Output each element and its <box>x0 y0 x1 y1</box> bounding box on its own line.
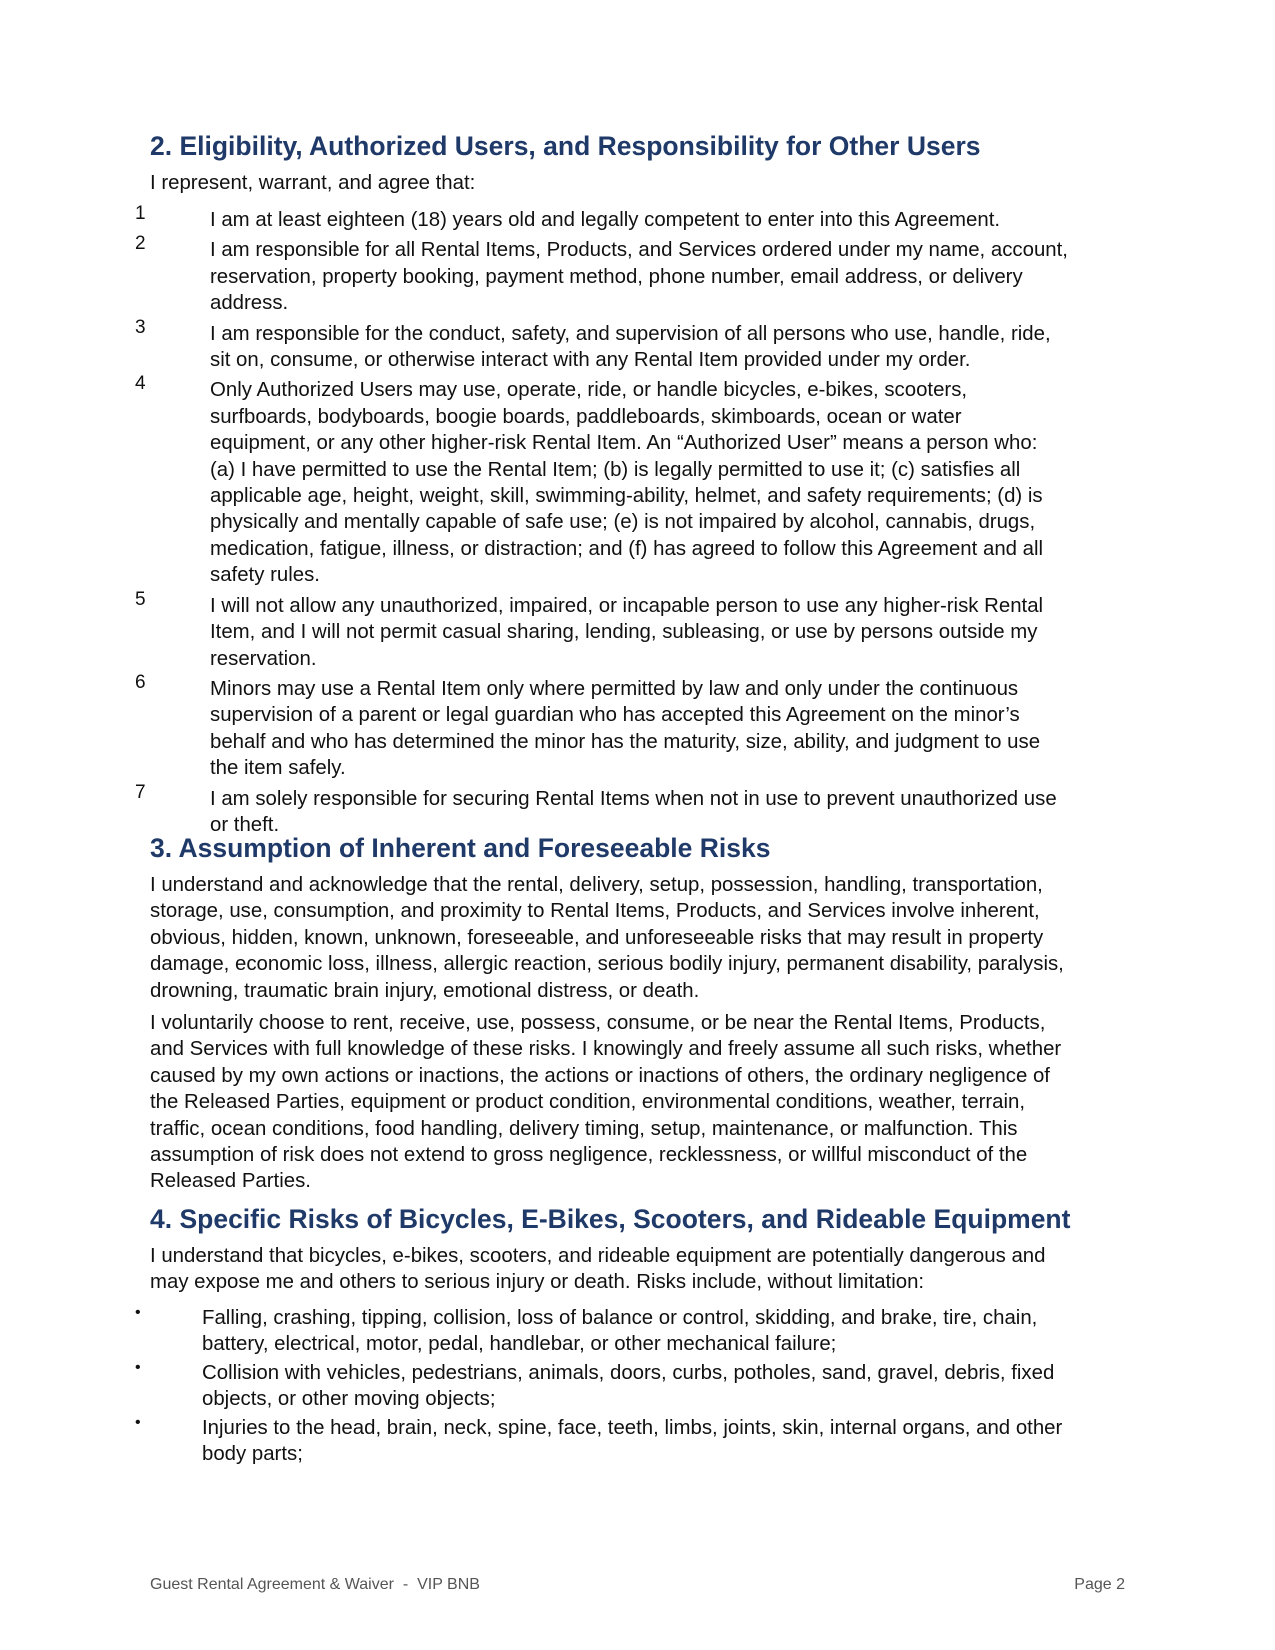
bullet-line: objects, or other moving objects; <box>202 1388 496 1411</box>
section-4-heading: 4. Specific Risks of Bicycles, E-Bikes, Scooters, and Rideable Equipment <box>150 1204 1071 1234</box>
list-line: medication, fatigue, illness, or distraction; and (f) has agreed to follow this Agreement and all <box>210 537 1044 560</box>
list-line: sit on, consume, or otherwise interact with any Rental Item provided under my order. <box>210 349 971 372</box>
list-line: supervision of a parent or legal guardian who has accepted this Agreement on the minor’s <box>210 704 1020 727</box>
list-line: Only Authorized Users may use, operate, ride, or handle bicycles, e-bikes, scooters, <box>210 379 968 402</box>
paragraph-line: caused by my own actions or inactions, the actions or inactions of others, the ordinary negligence of <box>150 1064 1050 1087</box>
list-number: 4 <box>135 373 146 395</box>
list-line: reservation. <box>210 647 317 670</box>
paragraph-line: storage, use, consumption, and proximity to Rental Items, Products, and Services involve inherent, <box>150 900 1040 923</box>
list-item <box>135 671 1140 782</box>
list-line: I am responsible for the conduct, safety, and supervision of all persons who use, handle, ride, <box>210 322 1051 345</box>
section-4-intro <box>150 1243 1140 1296</box>
list-line: applicable age, height, weight, skill, swimming-ability, helmet, and safety requirements; (d) is <box>210 485 1043 508</box>
paragraph-line: I voluntarily choose to rent, receive, use, possess, consume, or be near the Rental Items, Products, <box>150 1012 1046 1034</box>
paragraph-line: Released Parties. <box>150 1170 311 1193</box>
bullet-line: body parts; <box>202 1443 303 1466</box>
list-item <box>135 373 1140 588</box>
list-line: I am responsible for all Rental Items, Products, and Services ordered under my name, account, <box>210 239 1068 262</box>
list-line: I am solely responsible for securing Rental Items when not in use to prevent unauthorized use <box>210 787 1057 810</box>
list-line: or theft. <box>210 813 280 836</box>
list-item <box>135 588 1140 672</box>
list-line: reservation, property booking, payment method, phone number, email address, or delivery <box>210 265 1023 288</box>
paragraph-line: may expose me and others to serious injury or death. Risks include, without limitation: <box>150 1271 925 1294</box>
paragraph-line: traffic, ocean conditions, food handling, delivery timing, setup, maintenance, or malfunction. This <box>150 1117 1018 1140</box>
paragraph-line: obvious, hidden, known, unknown, foreseeable, and unforeseeable risks that may result in property <box>150 926 1044 949</box>
paragraph-line: damage, economic loss, illness, allergic reaction, serious bodily injury, permanent disability, paralysis, <box>150 953 1064 976</box>
list-line: behalf and who has determined the minor has the maturity, size, ability, and judgment to use <box>210 730 1041 753</box>
paragraph-line: I understand and acknowledge that the rental, delivery, setup, possession, handling, transportation, <box>150 874 1043 896</box>
list-number: 3 <box>135 316 146 338</box>
list-line: the item safely. <box>210 757 346 780</box>
list-line: Minors may use a Rental Item only where permitted by law and only under the continuous <box>210 677 1019 700</box>
list-number: 7 <box>135 781 146 803</box>
section-3-heading: 3. Assumption of Inherent and Foreseeable Risks <box>150 833 771 863</box>
list-item <box>135 233 1140 316</box>
section-3-paragraph-1 <box>150 872 1140 1004</box>
paragraph-line: I understand that bicycles, e-bikes, scooters, and rideable equipment are potentially dangerous and <box>150 1245 1046 1267</box>
bullet-glyph: • <box>135 1304 141 1321</box>
bullet-glyph: • <box>135 1413 141 1431</box>
section-4-bullet-list <box>135 1304 1142 1467</box>
list-line: safety rules. <box>210 564 320 587</box>
bullet-line: Injuries to the head, brain, neck, spine, face, teeth, limbs, joints, skin, internal organs, and other <box>202 1416 1063 1439</box>
page-footer <box>150 1575 1125 1595</box>
list-number: 5 <box>135 588 146 610</box>
list-line: surfboards, bodyboards, boogie boards, paddleboards, skimboards, ocean or water <box>210 405 962 428</box>
bullet-line: Collision with vehicles, pedestrians, animals, doors, curbs, potholes, sand, gravel, debris, fixed <box>202 1361 1055 1384</box>
footer-page-number: Page 2 <box>1074 1576 1125 1593</box>
bullet-item <box>135 1358 1142 1413</box>
list-item <box>135 781 1140 839</box>
paragraph-line: and Services with full knowledge of these risks. I knowingly and freely assume all such risks, whether <box>150 1038 1062 1061</box>
list-line: equipment, or any other higher-risk Rental Item. An “Authorized User” means a person who: <box>210 432 1038 455</box>
list-line: I am at least eighteen (18) years old and legally competent to enter into this Agreement. <box>210 209 1001 231</box>
section-3-paragraph-2 <box>150 1010 1140 1195</box>
list-number: 2 <box>135 233 146 255</box>
list-line: Item, and I will not permit casual sharing, lending, subleasing, or use by persons outside my <box>210 621 1038 644</box>
list-number: 6 <box>135 671 146 693</box>
list-line: physically and mentally capable of safe use; (e) is not impaired by alcohol, cannabis, drugs, <box>210 511 1036 534</box>
section-2-intro: I represent, warrant, and agree that: <box>150 172 476 194</box>
paragraph-line: assumption of risk does not extend to gross negligence, recklessness, or willful misconduct of the <box>150 1144 1028 1167</box>
list-item <box>135 203 1140 233</box>
section-2-heading: 2. Eligibility, Authorized Users, and Responsibility for Other Users <box>150 131 981 161</box>
list-line: (a) I have permitted to use the Rental Item; (b) is legally permitted to use it; (c) satisfies all <box>210 458 1021 481</box>
bullet-glyph: • <box>135 1358 141 1376</box>
list-item <box>135 316 1140 374</box>
paragraph-line: drowning, traumatic brain injury, emotional distress, or death. <box>150 979 700 1002</box>
bullet-line: battery, electrical, motor, pedal, handlebar, or other mechanical failure; <box>202 1333 837 1356</box>
list-number: 1 <box>135 203 146 224</box>
bullet-item <box>135 1413 1142 1468</box>
paragraph-line: the Released Parties, equipment or product condition, environmental conditions, weather, terrain, <box>150 1091 1026 1114</box>
footer-document-title: Guest Rental Agreement & Waiver - VIP BNB <box>150 1576 480 1593</box>
bullet-item <box>135 1304 1142 1358</box>
list-line: address. <box>210 292 289 315</box>
section-2-list <box>135 203 1140 842</box>
bullet-line: Falling, crashing, tipping, collision, loss of balance or control, skidding, and brake, tire, chain, <box>202 1307 1038 1329</box>
list-line: I will not allow any unauthorized, impaired, or incapable person to use any higher-risk Rental <box>210 594 1044 617</box>
